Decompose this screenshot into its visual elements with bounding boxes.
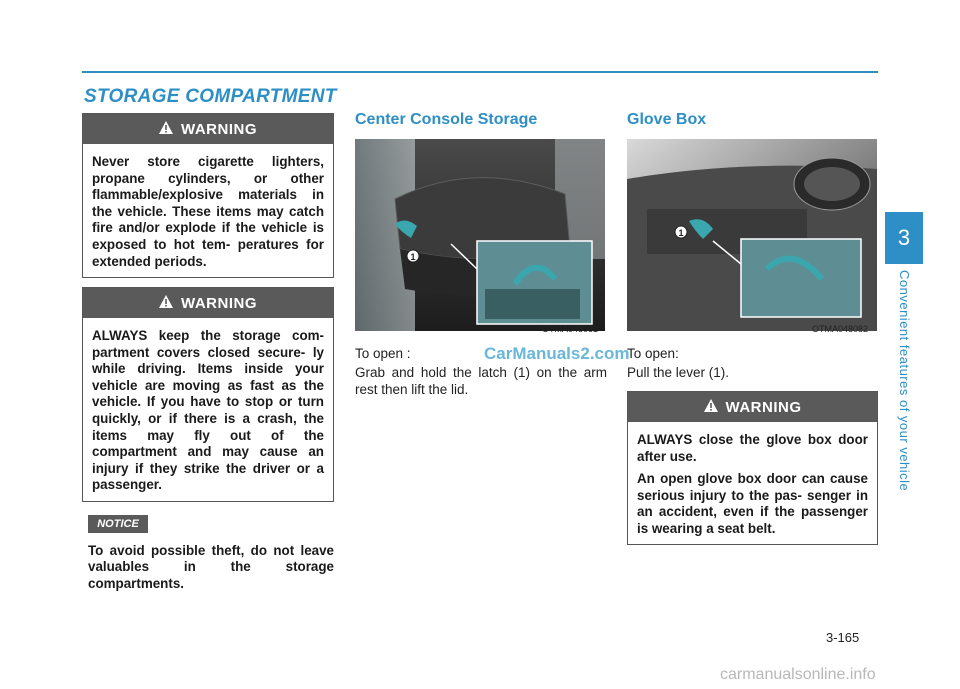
center-console-instruction: Grab and hold the latch (1) on the arm rest then lift the lid.	[355, 365, 607, 397]
warning-box-flammables	[82, 113, 334, 278]
chapter-title: Convenient features of your vehicle	[897, 270, 912, 492]
page-number: 3-165	[826, 630, 860, 645]
warning-box-covers	[82, 287, 334, 502]
warning-text: ALWAYS keep the storage com- partment covers closed secure- ly while driving. Items inside your vehicle are moving as fast as the vehicle. If you have to stop or turn quickly, or if there is a crash, the items may fly out of the compartment and may cause an injury if they strike the driver or a passenger.	[92, 328, 324, 493]
notice-badge: NOTICE	[88, 515, 148, 533]
section-title: STORAGE COMPARTMENT	[84, 86, 337, 107]
center-console-photo	[355, 139, 605, 331]
center-console-illustration	[355, 139, 605, 331]
glove-box-photo	[627, 139, 877, 331]
warning-text: Never store cigarette lighters, propane cylinders, or other flammable/explosive materials in the vehicle. These items may catch fire and/or explode if the vehicle is exposed to hot tem- peratures for extended periods.	[92, 154, 324, 269]
warning-header	[83, 288, 333, 318]
center-console-heading: Center Console Storage	[355, 111, 538, 128]
warning-text: ALWAYS close the glove box door after use. An open glove box door can cause serious injury to the pas- senger in an accident, even if the passenger is wearing a seat belt.	[637, 432, 868, 536]
warning-label: WARNING	[181, 294, 257, 312]
callout-number: 1	[410, 252, 416, 262]
center-console-image-code: OTMA048081	[542, 324, 599, 334]
glove-box-instruction: Pull the lever (1).	[627, 365, 730, 380]
warning-label: WARNING	[181, 120, 257, 138]
watermark-text: CarManuals2.com	[484, 344, 630, 363]
warning-triangle-icon	[159, 121, 173, 138]
glove-box-heading: Glove Box	[627, 111, 707, 128]
callout-number: 1	[678, 228, 684, 238]
chapter-number-tab: 3	[885, 212, 923, 264]
warning-header	[83, 114, 333, 144]
warning-triangle-icon	[704, 399, 718, 416]
center-console-to-open: To open :	[355, 346, 411, 361]
warning-box-glove-box	[627, 391, 878, 545]
footer-watermark: carmanualsonline.info	[720, 666, 876, 683]
glove-box-illustration	[627, 139, 877, 331]
warning-label: WARNING	[725, 398, 802, 416]
notice-text: To avoid possible theft, do not leave valuables in the storage compartments.	[88, 543, 334, 591]
warning-header	[628, 392, 877, 422]
glove-box-image-code: OTMA048082	[812, 324, 869, 334]
warning-triangle-icon	[159, 295, 173, 312]
glove-box-to-open: To open:	[627, 346, 679, 361]
header-rule	[82, 71, 878, 73]
